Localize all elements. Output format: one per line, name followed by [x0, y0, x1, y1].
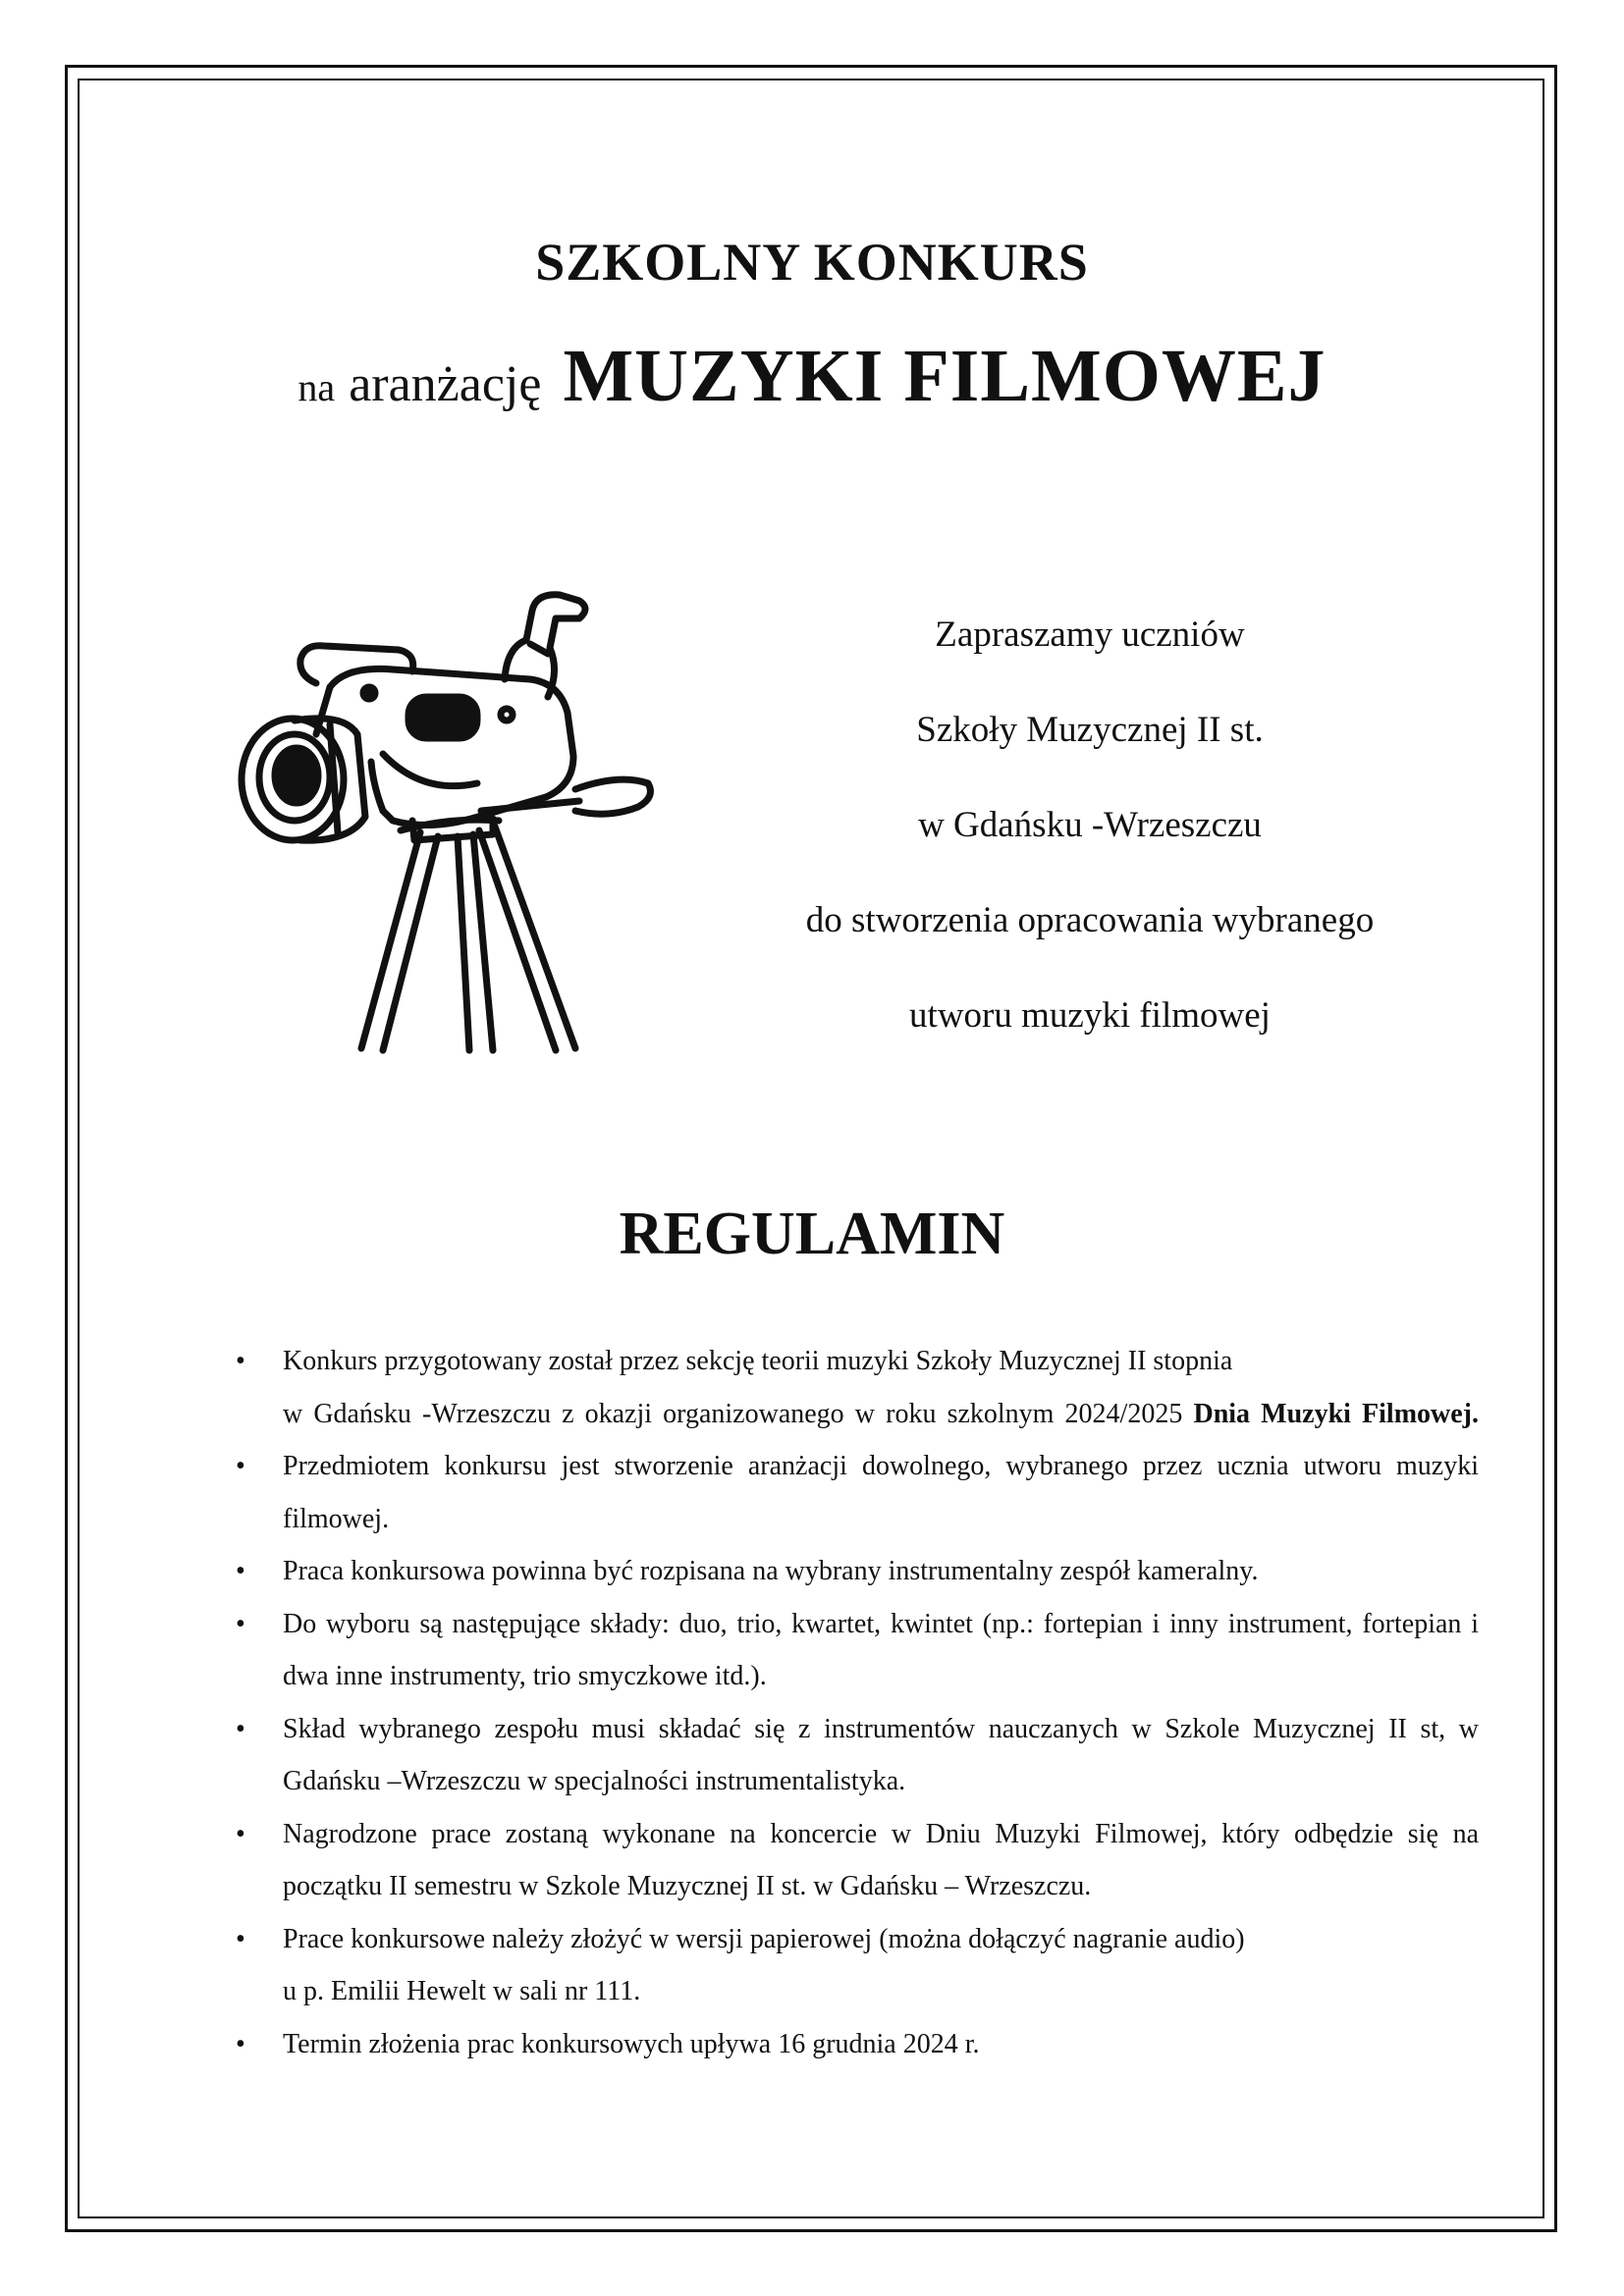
rule-text: u p. Emilii Hewelt w sali nr 111.	[283, 1976, 641, 2006]
contest-title: SZKOLNY KONKURS	[535, 233, 1089, 292]
bullet-icon: •	[236, 1713, 245, 1744]
invitation-text	[687, 587, 1492, 1063]
subtitle-prefix: na	[298, 365, 336, 409]
rule-text: Nagrodzone prace zostaną wykonane na koncercie w Dniu Muzyki Filmowej, który odbędzie się na początku II semestru w Szkole Muzycznej II st. w Gdańsku – Wrzeszczu.	[283, 1818, 1479, 1901]
list-item	[236, 1598, 1479, 1703]
rule-text: Do wyboru są następujące składy: duo, trio, kwartet, kwintet (np.: fortepian i inny instrument, fortepian i dwa inne instrumenty, trio smyczkowe itd.).	[283, 1608, 1479, 1691]
rule-text: Przedmiotem konkursu jest stworzenie aranżacji dowolnego, wybranego przez ucznia utworu muzyki filmowej.	[283, 1451, 1479, 1534]
bullet-icon: •	[236, 2028, 245, 2059]
regulations-list	[236, 1335, 1479, 2070]
bullet-icon: •	[236, 1451, 245, 1481]
bullet-icon: •	[236, 1346, 245, 1376]
subtitle-mid: aranżację	[349, 356, 542, 412]
invitation-line: do stworzenia opracowania wybranego	[805, 900, 1375, 940]
list-item	[236, 1545, 1479, 1598]
list-item	[236, 1808, 1479, 1913]
film-camera-on-tripod-icon	[236, 589, 687, 1070]
bullet-icon: •	[236, 1556, 245, 1586]
invitation-line: Zapraszamy uczniów	[935, 614, 1245, 655]
rule-text: Prace konkursowe należy złożyć w wersji papierowej (można dołączyć nagranie audio)	[283, 1923, 1245, 1954]
rule-highlight: Dnia Muzyki Filmowej.	[1193, 1398, 1480, 1429]
invitation-line: utworu muzyki filmowej	[909, 995, 1271, 1036]
rule-text: Praca konkursowa powinna być rozpisana na wybrany instrumentalny zespół kameralny.	[283, 1556, 1259, 1586]
list-item	[236, 1703, 1479, 1808]
list-item	[236, 1440, 1479, 1545]
subtitle-main: MUZYKI FILMOWEJ	[563, 335, 1326, 417]
rule-text: Termin złożenia prac konkursowych upływa 16 grudnia 2024 r.	[283, 2028, 980, 2059]
rule-text: w Gdańsku -Wrzeszczu z okazji organizowanego w roku szkolnym 2024/2025	[283, 1398, 1183, 1429]
list-item	[236, 1913, 1479, 2018]
contest-subtitle	[0, 334, 1624, 419]
bullet-icon: •	[236, 1608, 245, 1639]
regulations-heading: REGULAMIN	[619, 1201, 1005, 1267]
rule-text: Skład wybranego zespołu musi składać się z instrumentów nauczanych w Szkole Muzycznej II st, w Gdańsku –Wrzeszczu w specjalności instrumentalistyka.	[283, 1713, 1479, 1796]
invitation-line: Szkoły Muzycznej II st.	[916, 710, 1264, 750]
list-item	[236, 2018, 1479, 2071]
bullet-icon: •	[236, 1818, 245, 1849]
bullet-icon: •	[236, 1923, 245, 1954]
invitation-line: w Gdańsku -Wrzeszczu	[918, 805, 1262, 845]
rule-text: Konkurs przygotowany został przez sekcję teorii muzyki Szkoły Muzycznej II stopnia	[283, 1346, 1233, 1376]
list-item	[236, 1335, 1479, 1440]
